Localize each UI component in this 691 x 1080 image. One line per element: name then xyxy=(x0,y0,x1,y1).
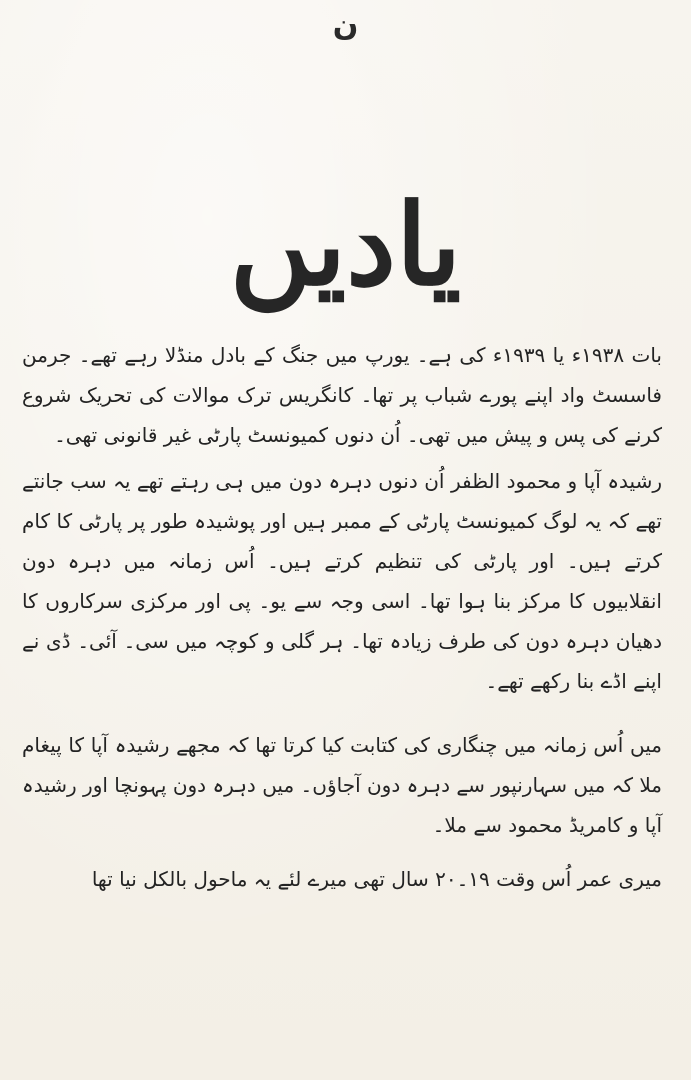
page-marker: ن xyxy=(332,8,359,43)
paragraph: بات ۱۹۳۸ء یا ۱۹۳۹ء کی ہے۔ یورپ میں جنگ کے بادل منڈلا رہے تھے۔ جرمن فاسسٹ واد اپنے پورے شباب پر تھا۔ کانگریس ترک موالات کی تحریک شروع کرنے کی پس و پیش میں تھی۔ اُن دنوں کمیونسٹ پارٹی غیر قانونی تھی۔ xyxy=(22,343,662,447)
paragraph: رشیدہ آپا و محمود الظفر اُن دنوں دہرہ دون میں ہی رہتے تھے یہ سب جانتے تھے کہ یہ لوگ کمیونسٹ پارٹی کے ممبر ہیں اور پوشیدہ طور پر پارٹی کا کام کرتے ہیں۔ اور پارٹی کی تنظیم کرتے ہیں۔ اُس زمانہ میں دہرہ دون انقلابیوں کا مرکز بنا ہوا تھا۔ اسی وجہ سے یو۔ پی اور مرکزی سرکاروں کا دھیان دہرہ دون کی طرف زیادہ تھا۔ ہر گلی و کوچہ میں سی۔ آئی۔ ڈی نے اپنے اڈے بنا رکھے تھے۔ xyxy=(22,469,662,693)
paragraph: میری عمر اُس وقت ۱۹۔۲۰ سال تھی میرے لئے یہ ماحول بالکل نیا تھا xyxy=(91,867,662,891)
chapter-title: یادیں xyxy=(229,180,462,311)
chapter-text xyxy=(22,335,662,899)
paragraph: میں اُس زمانہ میں چنگاری کی کتابت کیا کرتا تھا کہ مجھے رشیدہ آپا کا پیغام ملا کہ میں سہارنپور سے دہرہ دون آجاؤں۔ میں دہرہ دون پہونچا اور رشیدہ آپا و کامریڈ محمود سے ملا۔ xyxy=(22,733,663,837)
